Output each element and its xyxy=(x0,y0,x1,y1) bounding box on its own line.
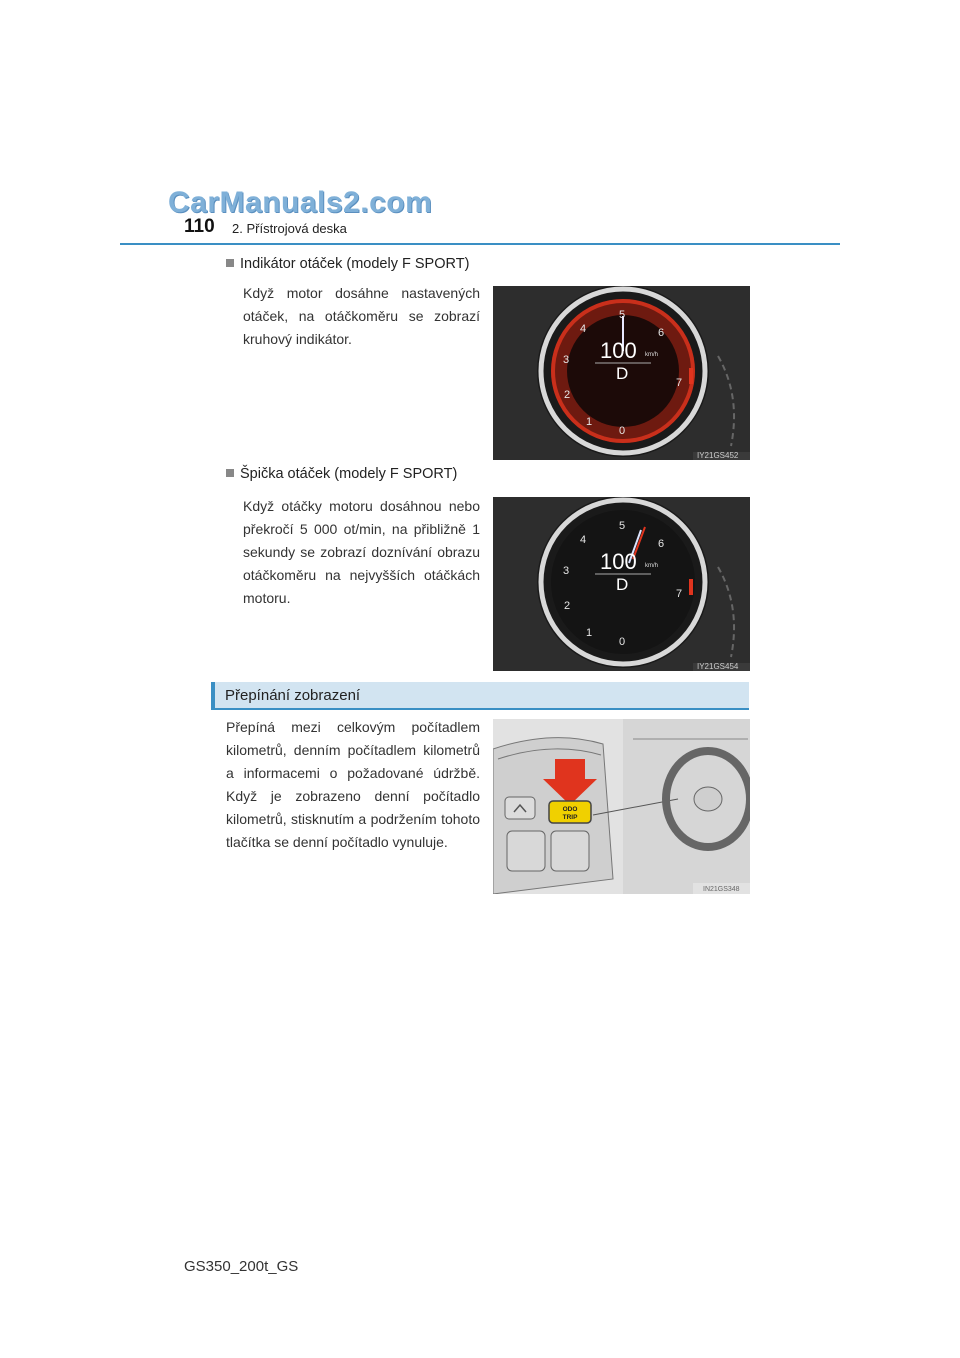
tick-label: 4 xyxy=(580,534,587,546)
speed-unit: km/h xyxy=(645,352,659,358)
section-title-bar xyxy=(211,682,749,710)
tachometer-figure-peak-hold xyxy=(493,497,750,671)
figure-code: IN21GS348 xyxy=(703,886,740,893)
tick-label: 3 xyxy=(563,565,570,577)
subsection-heading: Špička otáček (modely F SPORT) xyxy=(226,466,457,482)
figure-code: IY21GS452 xyxy=(697,451,739,460)
tick-label: 5 xyxy=(619,309,626,321)
gear-indicator: D xyxy=(616,364,629,383)
tick-label: 7 xyxy=(676,588,683,600)
subsection-text: Když motor dosáhne nastavených otáček, na otáčkoměru se zobrazí kruhový indikátor. xyxy=(243,285,480,347)
tachometer-figure-rpm-indicator xyxy=(493,286,750,460)
subsection-text: Když otáčky motoru dosáhnou nebo překročí 5 000 ot/min, na přibližně 1 sekundy se zobrazí doznívání obrazu otáčkoměru na nejvyšších otáčkách motoru. xyxy=(243,498,480,606)
figure-code: IY21GS454 xyxy=(697,662,739,671)
page-number: 110 xyxy=(184,216,215,237)
tick-label: 1 xyxy=(586,627,593,639)
trip-label: TRIP xyxy=(562,814,578,821)
speed-readout: 100 xyxy=(600,549,637,574)
section-title: Přepínání zobrazení xyxy=(225,687,361,704)
odo-label: ODO xyxy=(562,806,578,813)
tick-label: 6 xyxy=(658,538,665,550)
tick-label: 4 xyxy=(580,323,587,335)
footer-model-code: GS350_200t_GS xyxy=(184,1258,299,1275)
watermark-logo: CarManuals2.com xyxy=(168,186,433,219)
section-text: Přepíná mezi celkovým počítadlem kilometrů, denním počítadlem kilometrů a informacemi o požadované údržbě. Když je zobrazeno denní počítadlo kilometrů, stisknutím a podržením tohoto tlačítka se denní počítadlo vynuluje. xyxy=(226,719,480,850)
header-rule xyxy=(120,243,840,245)
speed-readout: 100 xyxy=(600,338,637,363)
tick-label: 3 xyxy=(563,354,570,366)
tick-label: 0 xyxy=(619,425,626,437)
speed-unit: km/h xyxy=(645,563,659,569)
square-bullet-icon xyxy=(226,259,234,267)
tick-label: 5 xyxy=(619,520,626,532)
tick-label: 7 xyxy=(676,377,683,389)
running-title: 2. Přístrojová deska xyxy=(232,221,347,236)
tick-label: 1 xyxy=(586,416,593,428)
tick-label: 2 xyxy=(564,600,571,612)
gear-indicator: D xyxy=(616,575,629,594)
tick-label: 2 xyxy=(564,389,571,401)
subsection-heading: Indikátor otáček (modely F SPORT) xyxy=(226,256,469,272)
tick-label: 0 xyxy=(619,636,626,648)
square-bullet-icon xyxy=(226,469,234,477)
tick-label: 6 xyxy=(658,327,665,339)
odo-trip-button-figure xyxy=(493,719,750,894)
